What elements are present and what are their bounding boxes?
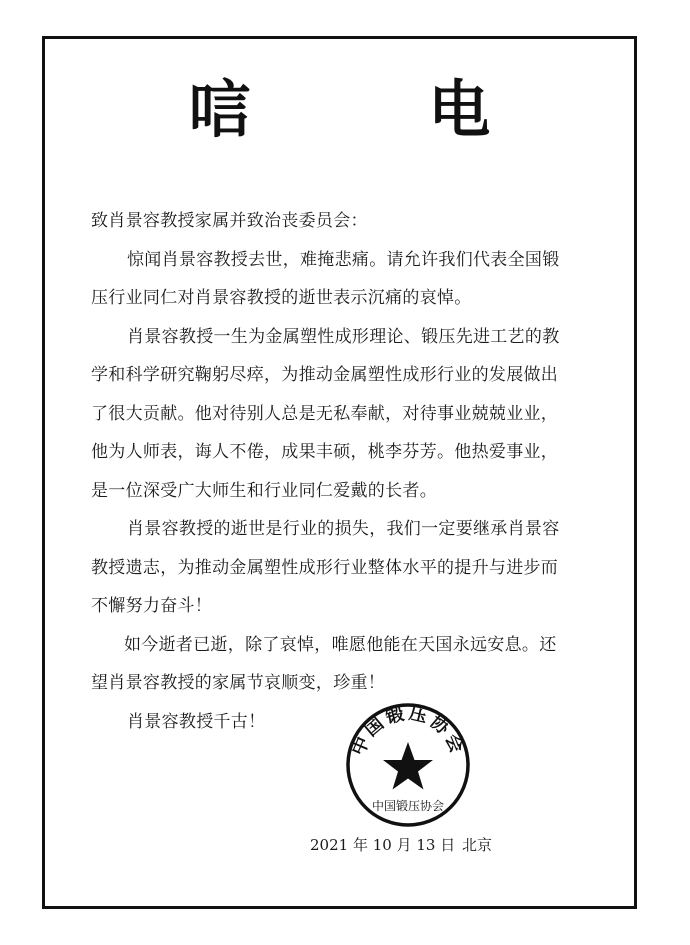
paragraph-line: 如今逝者已逝，除了哀悼，唯愿他能在天国永远安息。还 — [124, 634, 557, 655]
paragraph-line: 肖景容教授一生为金属塑性成形理论、锻压先进工艺的教 — [127, 326, 560, 347]
paragraph-line: 肖景容教授的逝世是行业的损失，我们一定要继承肖景容 — [127, 519, 560, 539]
paragraph-line: 不懈努力奋斗！ — [91, 596, 213, 616]
date: 2021 年 10 月 13 日 — [310, 836, 456, 854]
official-seal-icon — [345, 702, 471, 828]
place: 北京 — [461, 836, 492, 854]
paragraph-line: 了很大贡献。他对待别人总是无私奉献，对待事业兢兢业业， — [91, 403, 559, 424]
telegram-body — [91, 202, 611, 741]
paragraph-line: 学和科学研究鞠躬尽瘁，为推动金属塑性成形行业的发展做出 — [91, 365, 559, 385]
paragraph-line: 望肖景容教授的家属节哀顺变，珍重！ — [91, 673, 386, 693]
seal-star-icon — [383, 742, 433, 790]
page-title: 唁 电 — [188, 73, 569, 146]
paragraph-line: 压行业同仁对肖景容教授的逝世表示沉痛的哀悼。 — [91, 288, 472, 308]
paragraph-line: 是一位深受广大师生和行业同仁爱戴的长者。 — [91, 480, 437, 501]
seal-bottom-text: 中国锻压协会 — [371, 799, 445, 813]
telegram-frame — [42, 36, 637, 909]
closing-line: 肖景容教授千古！ — [127, 711, 266, 732]
seal-arc-text: 中国锻压协会 — [347, 702, 469, 759]
paragraph-line: 惊闻肖景容教授去世，难掩悲痛。请允许我们代表全国锻 — [127, 249, 560, 270]
paragraph-line: 他为人师表，诲人不倦，成果丰硕，桃李芬芳。他热爱事业， — [91, 442, 559, 462]
paragraph-line: 教授遗志，为推动金属塑性成形行业整体水平的提升与进步而 — [91, 557, 559, 578]
salutation: 致肖景容教授家属并致治丧委员会： — [91, 211, 368, 231]
date-place-line — [310, 834, 494, 855]
